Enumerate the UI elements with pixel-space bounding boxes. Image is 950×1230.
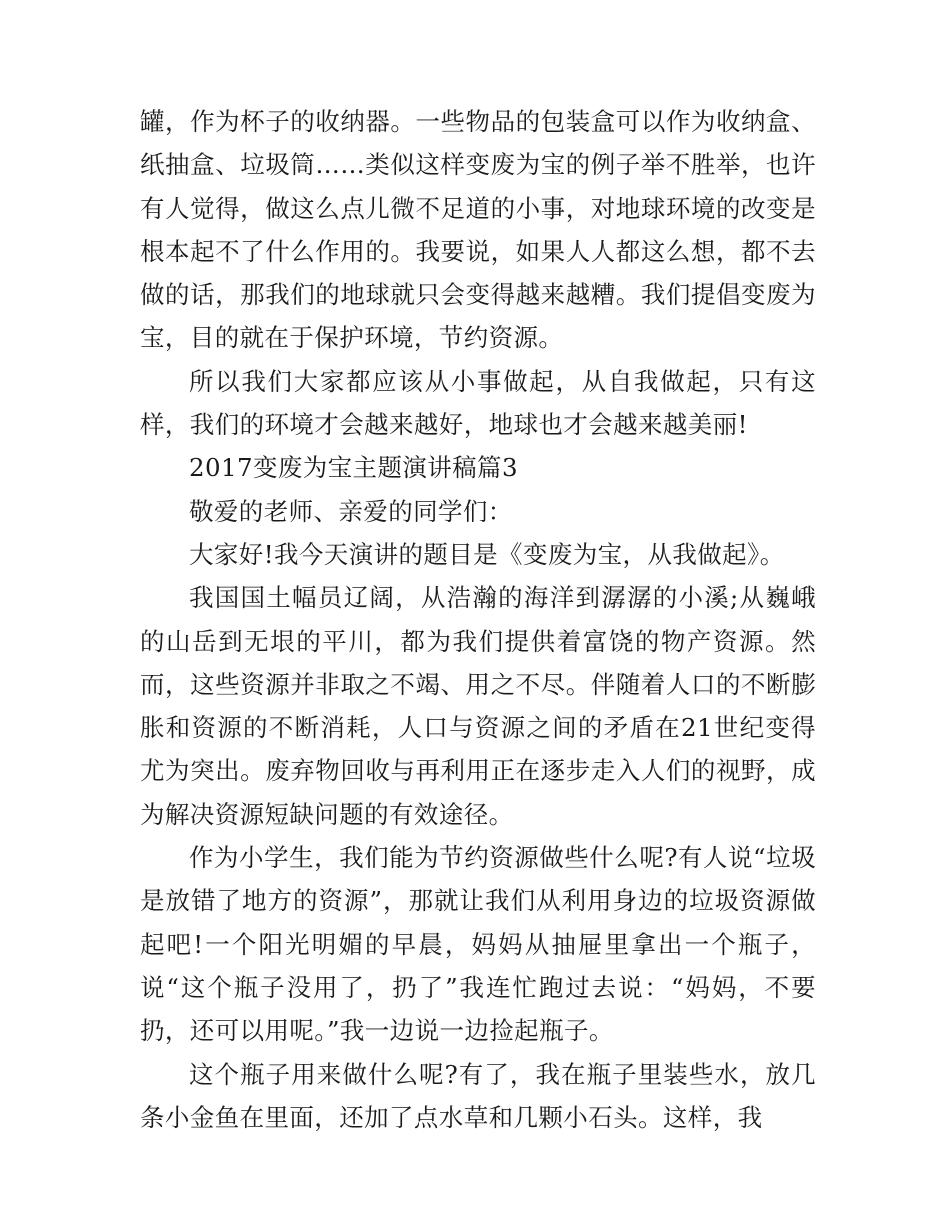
paragraph-student: 作为小学生，我们能为节约资源做些什么呢?有人说“垃圾是放错了地方的资源”，那就让我们从利用身边的垃圾资源做起吧!一个阳光明媚的早晨，妈妈从抽屉里拿出一个瓶子，说“这个瓶子没用了，扔了”我连忙跑过去说：“妈妈，不要扔，还可以用呢。”我一边说一边捡起瓶子。: [140, 843, 816, 1046]
salutation: 敬爱的老师、亲爱的同学们：: [189, 496, 513, 526]
section-heading: 2017变废为宝主题演讲稿篇3: [189, 453, 518, 483]
paragraph-conclusion: 所以我们大家都应该从小事做起，从自我做起，只有这样，我们的环境才会越来越好，地球也才会越来越美丽!: [140, 366, 816, 440]
paragraph-resources: 我国国土幅员辽阔，从浩瀚的海洋到潺潺的小溪;从巍峨的山岳到无垠的平川，都为我们提供着富饶的物产资源。然而，这些资源并非取之不竭、用之不尽。伴随着人口的不断膨胀和资源的不断消耗，人口与资源之间的矛盾在21世纪变得尤为突出。废弃物回收与再利用正在逐步走入人们的视野，成为解决资源短缺问题的有效途径。: [140, 583, 816, 829]
paragraph-bottle: 这个瓶子用来做什么呢?有了，我在瓶子里装些水，放几条小金鱼在里面，还加了点水草和几颗小石头。这样，我: [140, 1059, 816, 1132]
document-body: [140, 100, 816, 1139]
paragraph-continuation: 罐，作为杯子的收纳器。一些物品的包装盒可以作为收纳盒、纸抽盒、垃圾筒……类似这样变废为宝的例子举不胜举，也许有人觉得，做这么点儿微不足道的小事，对地球环境的改变是根本起不了什么作用的。我要说，如果人人都这么想，都不去做的话，那我们的地球就只会变得越来越糟。我们提倡变废为宝，目的就在于保护环境，节约资源。: [140, 107, 816, 353]
greeting: 大家好!我今天演讲的题目是《变废为宝，从我做起》。: [189, 539, 785, 569]
